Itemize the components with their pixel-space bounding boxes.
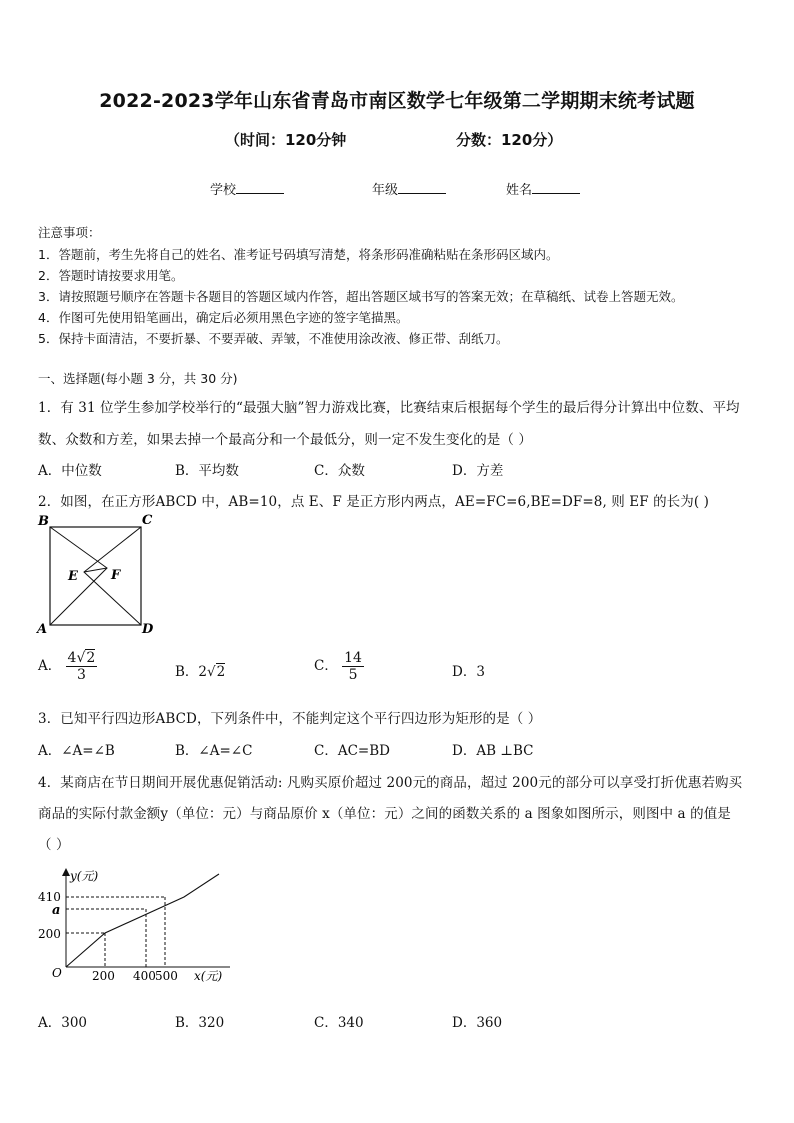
fraction-14-over-5: $\frac{14}{5}$ [344,650,362,684]
q4-option-b[interactable]: B．320 [175,1015,225,1031]
grade-blank[interactable] [398,181,446,194]
notice-item: 3．请按照题号顺序在答题卡各题目的答题区域内作答，超出答题区域书写的答案无效；在草稿纸、试卷上答题无效。 [38,289,684,304]
x-axis-label: x(元) [194,969,223,983]
question-1-line1: 1．有 31 位学生参加学校举行的“最强大脑”智力游戏比赛，比赛结束后根据每个学生的最后得分计算出中位数、平均 [38,400,740,416]
question-3: 3．已知平行四边形ABCD，下列条件中，不能判定这个平行四边形为矩形的是（ ） [38,711,542,727]
grade-field[interactable]: 年级 [372,179,446,198]
q4-option-a[interactable]: A．300 [38,1015,88,1031]
q2-option-d[interactable]: D．3 [452,664,485,680]
q3-option-c[interactable]: C．AC=BD [314,743,390,759]
label-e: E [68,569,78,584]
label-b: B [38,514,49,529]
square-figure [34,510,164,638]
notice-heading: 注意事项： [38,225,101,240]
xtick-200: 200 [92,969,115,983]
q3-option-b[interactable]: B．∠A=∠C [175,743,253,759]
function-line [66,874,219,967]
q1-option-c[interactable]: C．众数 [314,463,365,479]
function-graph [34,864,234,990]
square-outline [50,527,141,625]
exam-time: （时间：120分钟 [225,131,347,149]
question-2: 2．如图，在正方形ABCD 中，AB=10，点 E、F 是正方形内两点，AE=FC=6,BE=DF=8, 则 EF 的长为( ) [38,494,710,510]
q3-option-d[interactable]: D．AB ⊥BC [452,743,534,759]
xtick-500: 500 [155,969,178,983]
y-axis-label: y(元) [70,869,99,883]
q2-option-b[interactable]: B．2√2 [175,664,226,680]
label-a: A [37,622,48,637]
q2-option-a[interactable]: A． $\frac{4√2}{3}$ [38,650,96,684]
question-4-line1: 4．某商店在节日期间开展优惠促销活动: 凡购买原价超过 200元的商品，超过 200元的部分可以享受打折优惠若购买 [38,775,743,791]
q2-option-c[interactable]: C． $\frac{14}{5}$ [314,650,362,684]
notice-item: 2．答题时请按要求用笔。 [38,268,184,283]
q1-option-b[interactable]: B．平均数 [175,463,239,479]
school-field[interactable]: 学校 [210,179,284,198]
label-d: D [142,622,154,637]
label-f: F [111,568,121,583]
q1-option-d[interactable]: D．方差 [452,463,504,479]
name-field[interactable]: 姓名 [506,179,580,198]
origin-label: O [52,966,62,980]
name-blank[interactable] [532,181,580,194]
tick-200: 200 [38,927,61,941]
notice-item: 5．保持卡面清洁，不要折暴、不要弄破、弄皱，不准使用涂改液、修正带、刮纸刀。 [38,331,509,346]
label-c: C [142,513,153,528]
question-1-line2: 数、众数和方差，如果去掉一个最高分和一个最低分，则一定不发生变化的是（ ） [38,432,532,448]
q1-option-a[interactable]: A．中位数 [38,463,102,479]
fraction-4root2-over-3: $\frac{4√2}{3}$ [67,650,96,684]
segments-be-ae [50,527,107,625]
notice-item: 4．作图可先使用铅笔画出，确定后必须用黑色字迹的签字笔描黑。 [38,310,409,325]
xtick-400: 400 [133,969,156,983]
tick-a: a [52,903,61,918]
q4-option-c[interactable]: C．340 [314,1015,364,1031]
q3-option-a[interactable]: A．∠A=∠B [38,743,115,759]
question-4-line3: （ ） [38,837,70,853]
school-blank[interactable] [236,181,284,194]
page-title: 2022-2023学年山东省青岛市南区数学七年级第二学期期末统考试题 [99,90,695,112]
exam-score: 分数：120分） [456,131,563,149]
q4-option-d[interactable]: D．360 [452,1015,503,1031]
tick-410: 410 [38,890,61,904]
section-heading: 一、选择题(每小题 3 分，共 30 分) [38,371,238,386]
question-4-line2: 商品的实际付款金额y（单位：元）与商品原价 x（单位：元）之间的函数关系的 a 图象如图所示，则图中 a 的值是 [38,806,731,822]
notice-item: 1．答题前，考生先将自己的姓名、准考证号码填写清楚，将条形码准确粘贴在条形码区域内。 [38,247,559,262]
